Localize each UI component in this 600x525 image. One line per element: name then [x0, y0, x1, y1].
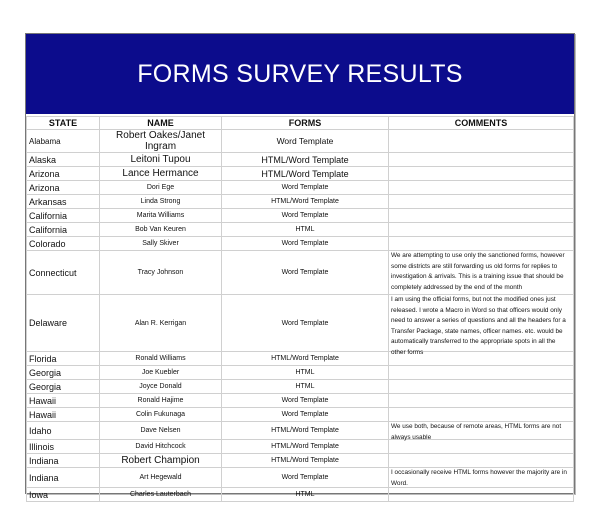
cell-comment — [389, 181, 574, 195]
table-row — [27, 422, 574, 440]
table-row — [27, 440, 574, 454]
cell-name: Leitoni Tupou — [100, 153, 222, 167]
header-row — [27, 117, 574, 130]
cell-state: Florida — [27, 352, 100, 366]
cell-forms: Word Template — [222, 468, 389, 488]
cell-state: Indiana — [27, 454, 100, 468]
cell-forms: HTML/Word Template — [222, 153, 389, 167]
cell-name: Colin Fukunaga — [100, 408, 222, 422]
cell-forms: Word Template — [222, 251, 389, 295]
cell-forms: HTML/Word Template — [222, 440, 389, 454]
table-row — [27, 468, 574, 488]
table-row — [27, 167, 574, 181]
cell-state: Delaware — [27, 295, 100, 352]
cell-comment — [389, 394, 574, 408]
comment-text: I am using the official forms, but not the modified ones just released. I wrote a Macro in Word so that officers would only need to answer a series of questions and all the headers for a Transfer Package, state names, officer names. etc. would be automatically transferred to the appropriate spots in all the other forms — [391, 296, 566, 356]
cell-name: Lance Hermance — [100, 167, 222, 181]
cell-name: Ronald Williams — [100, 352, 222, 366]
cell-name: Joe Kuebler — [100, 366, 222, 380]
cell-forms: HTML — [222, 488, 389, 502]
table-row — [27, 195, 574, 209]
comment-text: We use both, because of remote areas, HTML forms are not always usable — [391, 423, 562, 441]
cell-comment — [389, 223, 574, 237]
cell-name: Alan R. Kerrigan — [100, 295, 222, 352]
cell-state: California — [27, 209, 100, 223]
cell-forms: Word Template — [222, 237, 389, 251]
cell-state: Georgia — [27, 366, 100, 380]
cell-comment — [389, 366, 574, 380]
cell-comment — [389, 153, 574, 167]
cell-forms: Word Template — [222, 408, 389, 422]
cell-comment — [389, 468, 574, 488]
table-row — [27, 366, 574, 380]
cell-forms: HTML/Word Template — [222, 167, 389, 181]
cell-name: Joyce Donald — [100, 380, 222, 394]
table-row — [27, 394, 574, 408]
cell-state: Arkansas — [27, 195, 100, 209]
cell-comment — [389, 380, 574, 394]
cell-state: Hawaii — [27, 408, 100, 422]
cell-forms: Word Template — [222, 181, 389, 195]
cell-state: Arizona — [27, 181, 100, 195]
cell-forms: HTML — [222, 223, 389, 237]
cell-state: Alabama — [27, 130, 100, 153]
cell-name: Bob Van Keuren — [100, 223, 222, 237]
table-row — [27, 130, 574, 153]
cell-name: Linda Strong — [100, 195, 222, 209]
cell-forms: Word Template — [222, 130, 389, 153]
table-row — [27, 488, 574, 502]
cell-name: Marita Williams — [100, 209, 222, 223]
cell-state: Alaska — [27, 153, 100, 167]
table-row — [27, 295, 574, 352]
comment-text: We are attempting to use only the sanctioned forms, however some districts are still forwarding us old forms for replies to investigation & arrivals. This is a training issue that should be completely addressed by the end of the month — [391, 252, 565, 291]
header-name: NAME — [100, 117, 222, 130]
cell-name: Art Hegewald — [100, 468, 222, 488]
cell-comment — [389, 195, 574, 209]
cell-state: Georgia — [27, 380, 100, 394]
cell-comment — [389, 167, 574, 181]
cell-name: Ronald Hajime — [100, 394, 222, 408]
sheet-title: FORMS SURVEY RESULTS — [26, 34, 574, 116]
cell-forms: HTML/Word Template — [222, 454, 389, 468]
cell-comment — [389, 251, 574, 295]
table-row — [27, 380, 574, 394]
cell-forms: Word Template — [222, 394, 389, 408]
header-comments: COMMENTS — [389, 117, 574, 130]
cell-state: Iowa — [27, 488, 100, 502]
cell-comment — [389, 295, 574, 356]
cell-comment — [389, 130, 574, 153]
table-row — [27, 153, 574, 167]
comment-text: I occasionally receive HTML forms however the majority are in Word. — [391, 469, 567, 487]
table-row — [27, 237, 574, 251]
cell-name: Robert Oakes/Janet Ingram — [100, 130, 222, 153]
cell-name: Dave Nelsen — [100, 422, 222, 440]
cell-forms: Word Template — [222, 209, 389, 223]
table-row — [27, 352, 574, 366]
header-forms: FORMS — [222, 117, 389, 130]
cell-comment — [389, 454, 574, 468]
header-state: STATE — [27, 117, 100, 130]
cell-name: Charles Lauterbach — [100, 488, 222, 502]
cell-state: Colorado — [27, 237, 100, 251]
table-row — [27, 408, 574, 422]
table-row — [27, 209, 574, 223]
results-table — [26, 116, 574, 502]
cell-forms: HTML/Word Template — [222, 422, 389, 440]
cell-comment — [389, 408, 574, 422]
cell-state: Idaho — [27, 422, 100, 440]
cell-name: Tracy Johnson — [100, 251, 222, 295]
table-row — [27, 251, 574, 295]
cell-comment — [389, 488, 574, 502]
cell-forms: HTML/Word Template — [222, 352, 389, 366]
cell-name: Dori Ege — [100, 181, 222, 195]
cell-state: Indiana — [27, 468, 100, 488]
cell-forms: HTML/Word Template — [222, 195, 389, 209]
cell-forms: HTML — [222, 380, 389, 394]
survey-sheet — [25, 33, 575, 500]
table-row — [27, 181, 574, 195]
cell-forms: Word Template — [222, 295, 389, 352]
cell-forms: HTML — [222, 366, 389, 380]
table-row — [27, 454, 574, 468]
cell-state: California — [27, 223, 100, 237]
table-row — [27, 223, 574, 237]
cell-name: Robert Champion — [100, 454, 222, 468]
cell-state: Illinois — [27, 440, 100, 454]
cell-state: Arizona — [27, 167, 100, 181]
cell-name: David Hitchcock — [100, 440, 222, 454]
cell-state: Connecticut — [27, 251, 100, 295]
cell-comment — [389, 209, 574, 223]
cell-comment — [389, 237, 574, 251]
cell-state: Hawaii — [27, 394, 100, 408]
cell-comment — [389, 422, 574, 440]
cell-name: Sally Skiver — [100, 237, 222, 251]
